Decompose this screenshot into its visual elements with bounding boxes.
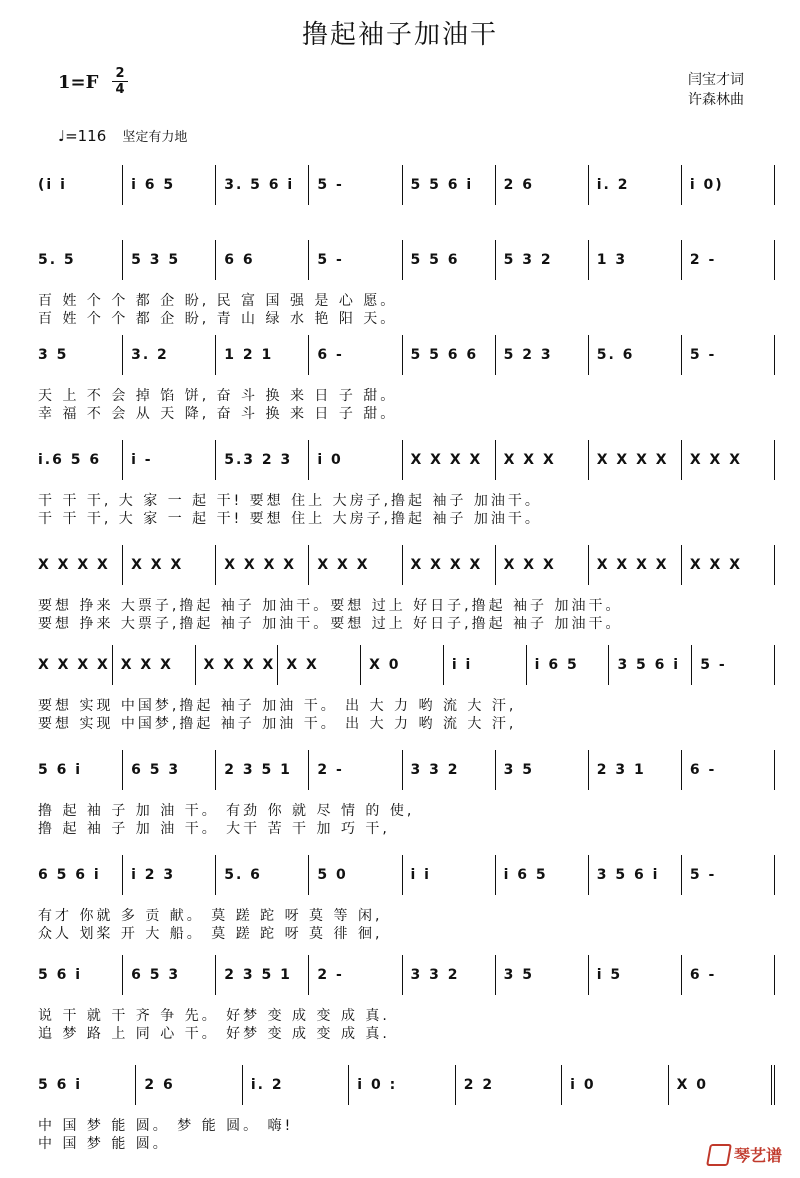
measure: 2 2 xyxy=(456,1065,562,1105)
lyric-line: 要想 挣来 大票子,撸起 袖子 加油干。要想 过上 好日子,撸起 袖子 加油干。 xyxy=(38,598,623,614)
measure: X X X X xyxy=(30,545,123,585)
measure: i - xyxy=(123,440,216,480)
logo-text: 琴艺谱 xyxy=(733,1146,782,1165)
tempo-marking xyxy=(58,126,187,145)
measure: i 6 5 xyxy=(496,855,589,895)
notation-line xyxy=(30,545,775,585)
measure: 3. 2 xyxy=(123,335,216,375)
song-title: 撸起袖子加油干 xyxy=(301,20,498,50)
lyric-line: 天 上 不 会 掉 馅 饼, 奋 斗 换 来 日 子 甜。 xyxy=(38,388,398,404)
measure: 5 2 3 xyxy=(496,335,589,375)
measure: 5 3 2 xyxy=(496,240,589,280)
measure: 5 - xyxy=(682,855,775,895)
key-signature: 1=F xyxy=(58,72,99,93)
measure: i i xyxy=(403,855,496,895)
measure: X X X xyxy=(123,545,216,585)
logo-mark-icon xyxy=(706,1144,732,1166)
measure: 5. 5 xyxy=(30,240,123,280)
measure: X 0 xyxy=(361,645,444,685)
measure: X X X xyxy=(682,440,775,480)
measure: 3 5 6 i xyxy=(589,855,682,895)
measure: X X X X xyxy=(589,545,682,585)
measure: 5 6 i xyxy=(30,955,123,995)
measure: (i i xyxy=(30,165,123,205)
time-signature-bottom: 4 xyxy=(115,82,125,97)
time-signature xyxy=(112,66,128,97)
measure: 2 3 5 1 xyxy=(216,955,309,995)
notation-line xyxy=(30,855,775,895)
composer: 许森林曲 xyxy=(688,92,744,108)
measure: 5 5 6 i xyxy=(403,165,496,205)
measure: X X X xyxy=(496,545,589,585)
notation-line xyxy=(30,335,775,375)
lyric-line: 众人 划桨 开 大 船。 莫 蹉 跎 呀 莫 徘 徊, xyxy=(38,926,383,942)
lyric-line: 干 干 干, 大 家 一 起 干! 要想 住上 大房子,撸起 袖子 加油干。 xyxy=(38,493,542,509)
measure: X X X xyxy=(682,545,775,585)
measure: i. 2 xyxy=(589,165,682,205)
measure: i 2 3 xyxy=(123,855,216,895)
measure: i 0 : xyxy=(349,1065,455,1105)
measure: X X xyxy=(278,645,361,685)
measure: X X X xyxy=(309,545,402,585)
measure: X X X xyxy=(496,440,589,480)
measure: 2 3 5 1 xyxy=(216,750,309,790)
lyric-line: 有才 你就 多 贡 献。 莫 蹉 跎 呀 莫 等 闲, xyxy=(38,908,383,924)
measure: 3 5 6 i xyxy=(609,645,692,685)
measure: 2 - xyxy=(309,955,402,995)
measure: X X X X xyxy=(403,545,496,585)
measure: X 0 xyxy=(669,1065,775,1105)
measure: i 6 5 xyxy=(527,645,610,685)
measure: i. 2 xyxy=(243,1065,349,1105)
lyricist: 闫宝才词 xyxy=(688,72,744,88)
tempo-note: ♩=116 xyxy=(58,127,107,145)
measure: X X X X xyxy=(589,440,682,480)
notation-line xyxy=(30,165,775,205)
expression-marking: 坚定有力地 xyxy=(122,130,188,145)
lyric-line: 中 国 梦 能 圆。 xyxy=(38,1136,170,1152)
measure: 5 - xyxy=(692,645,775,685)
lyric-line: 撸 起 袖 子 加 油 干。 有劲 你 就 尽 情 的 使, xyxy=(38,803,415,819)
measure: 5. 6 xyxy=(216,855,309,895)
notation-line xyxy=(30,750,775,790)
measure: 5 - xyxy=(309,240,402,280)
lyric-line: 要想 实现 中国梦,撸起 袖子 加油 干。 出 大 力 哟 流 大 汗, xyxy=(38,716,517,732)
lyric-line: 百 姓 个 个 都 企 盼, 民 富 国 强 是 心 愿。 xyxy=(38,293,398,309)
measure: 2 6 xyxy=(136,1065,242,1105)
notation-line xyxy=(30,1065,775,1105)
notation-line xyxy=(30,240,775,280)
measure: 3 3 2 xyxy=(403,955,496,995)
measure: 5.3 2 3 xyxy=(216,440,309,480)
measure: X X X X xyxy=(30,645,113,685)
lyric-line: 撸 起 袖 子 加 油 干。 大干 苦 干 加 巧 干, xyxy=(38,821,390,837)
measure: 6 5 3 xyxy=(123,955,216,995)
measure: 2 3 1 xyxy=(589,750,682,790)
measure: i 0) xyxy=(682,165,775,205)
notation-line xyxy=(30,440,775,480)
measure: 5. 6 xyxy=(589,335,682,375)
measure: 6 - xyxy=(682,955,775,995)
measure: 5 5 6 6 xyxy=(403,335,496,375)
lyric-line: 幸 福 不 会 从 天 降, 奋 斗 换 来 日 子 甜。 xyxy=(38,406,398,422)
lyric-line: 要想 挣来 大票子,撸起 袖子 加油干。要想 过上 好日子,撸起 袖子 加油干。 xyxy=(38,616,623,632)
measure: 2 - xyxy=(682,240,775,280)
measure: X X X X xyxy=(216,545,309,585)
lyric-line: 中 国 梦 能 圆。 梦 能 圆。 嗨! xyxy=(38,1118,294,1134)
measure: i i xyxy=(444,645,527,685)
lyric-line: 百 姓 个 个 都 企 盼, 青 山 绿 水 艳 阳 天。 xyxy=(38,311,398,327)
lyric-line: 干 干 干, 大 家 一 起 干! 要想 住上 大房子,撸起 袖子 加油干。 xyxy=(38,511,542,527)
measure: i.6 5 6 xyxy=(30,440,123,480)
measure: 1 2 1 xyxy=(216,335,309,375)
credits xyxy=(688,70,744,110)
measure: 3 5 xyxy=(496,955,589,995)
measure: X X X X xyxy=(196,645,279,685)
measure: 6 - xyxy=(682,750,775,790)
measure: 6 5 6 i xyxy=(30,855,123,895)
lyric-line: 追 梦 路 上 同 心 干。 好梦 变 成 变 成 真. xyxy=(38,1026,390,1042)
measure: 2 - xyxy=(309,750,402,790)
measure: 5 - xyxy=(682,335,775,375)
measure: 5 3 5 xyxy=(123,240,216,280)
measure: 5 6 i xyxy=(30,1065,136,1105)
lyric-line: 要想 实现 中国梦,撸起 袖子 加油 干。 出 大 力 哟 流 大 汗, xyxy=(38,698,517,714)
measure: 5 6 i xyxy=(30,750,123,790)
measure: 3 3 2 xyxy=(403,750,496,790)
measure: X X X xyxy=(113,645,196,685)
measure: 5 5 6 xyxy=(403,240,496,280)
measure: X X X X xyxy=(403,440,496,480)
notation-line xyxy=(30,955,775,995)
measure: 3 5 xyxy=(496,750,589,790)
time-signature-top: 2 xyxy=(112,66,128,82)
measure: 3 5 xyxy=(30,335,123,375)
measure: i 0 xyxy=(309,440,402,480)
site-logo xyxy=(708,1143,782,1166)
measure: 5 - xyxy=(309,165,402,205)
measure: i 5 xyxy=(589,955,682,995)
measure: 6 - xyxy=(309,335,402,375)
measure: 1 3 xyxy=(589,240,682,280)
measure: 6 6 xyxy=(216,240,309,280)
lyric-line: 说 干 就 干 齐 争 先。 好梦 变 成 变 成 真. xyxy=(38,1008,390,1024)
notation-line xyxy=(30,645,775,685)
measure: 3. 5 6 i xyxy=(216,165,309,205)
measure: 6 5 3 xyxy=(123,750,216,790)
measure: i 0 xyxy=(562,1065,668,1105)
measure: 5 0 xyxy=(309,855,402,895)
measure: 2 6 xyxy=(496,165,589,205)
measure: i 6 5 xyxy=(123,165,216,205)
